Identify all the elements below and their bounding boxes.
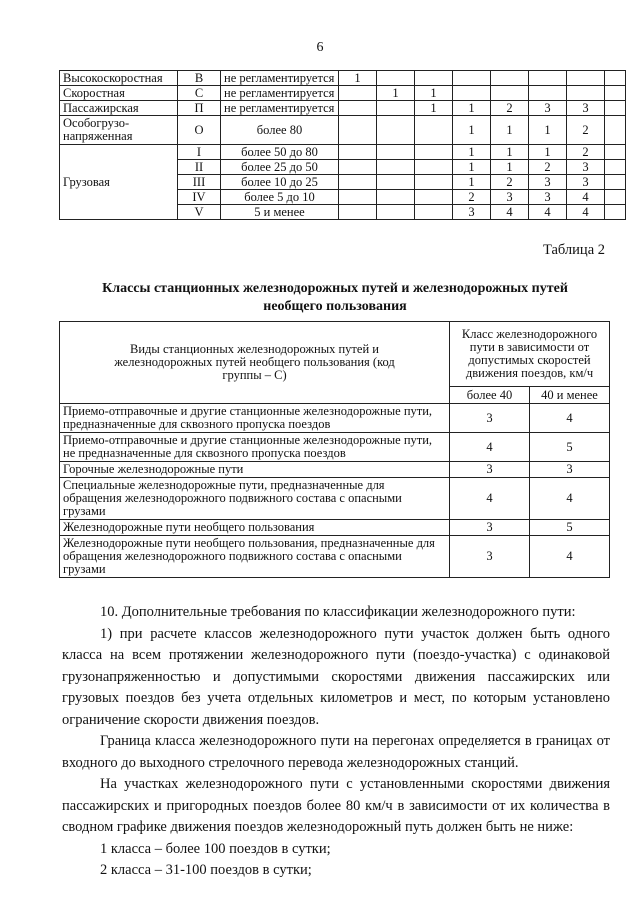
paragraph: На участках железнодорожного пути с установленными скоростями движения пассажирских и пригородных поездов более 80 км/ч в зависимости от их количества в сводном графике движения поездов железнодорожный путь должен быть не ниже: bbox=[62, 776, 610, 835]
cell bbox=[377, 71, 415, 86]
cell: не регламентируется bbox=[221, 71, 339, 86]
cell: 3 bbox=[453, 205, 491, 220]
cell: III bbox=[178, 175, 221, 190]
cell: 3 bbox=[529, 175, 567, 190]
cell: 1 bbox=[453, 175, 491, 190]
cell bbox=[377, 101, 415, 116]
cell bbox=[339, 175, 377, 190]
cell: V bbox=[178, 205, 221, 220]
cell: Высокоскоростная bbox=[60, 71, 178, 86]
cell: 1 bbox=[377, 86, 415, 101]
cell: 1 bbox=[415, 86, 453, 101]
cell: Железнодорожные пути необщего пользования, предназначенные для обращения железнодорожного подвижного состава с опасными грузами bbox=[60, 536, 450, 578]
cell bbox=[605, 175, 626, 190]
cell: более 5 до 10 bbox=[221, 190, 339, 205]
paragraph: 1 класса – более 100 поездов в сутки; bbox=[100, 840, 331, 857]
table-row bbox=[60, 145, 626, 160]
paragraph: 2 класса – 31-100 поездов в сутки; bbox=[100, 862, 312, 878]
cell: более 50 до 80 bbox=[221, 145, 339, 160]
cell bbox=[415, 175, 453, 190]
page-number: 6 bbox=[316, 40, 324, 55]
cell bbox=[415, 190, 453, 205]
cell: 3 bbox=[450, 462, 530, 478]
cell: I bbox=[178, 145, 221, 160]
cell: 2 bbox=[567, 145, 605, 160]
cell: Пассажирская bbox=[60, 101, 178, 116]
cell: 2 bbox=[491, 175, 529, 190]
cell: 1 bbox=[339, 71, 377, 86]
track-class-table bbox=[59, 70, 626, 220]
cell: 1 bbox=[453, 145, 491, 160]
cell: 3 bbox=[567, 160, 605, 175]
cell bbox=[491, 86, 529, 101]
cell: П bbox=[178, 101, 221, 116]
cell bbox=[605, 71, 626, 86]
cell bbox=[415, 205, 453, 220]
cell bbox=[377, 160, 415, 175]
table-header-row bbox=[60, 322, 610, 387]
cell bbox=[605, 86, 626, 101]
cell bbox=[415, 160, 453, 175]
cell: 4 bbox=[450, 478, 530, 520]
cell: 1 bbox=[491, 160, 529, 175]
table-row bbox=[60, 86, 626, 101]
cell: 1 bbox=[453, 116, 491, 145]
body-text bbox=[62, 602, 610, 882]
cell: 3 bbox=[530, 462, 610, 478]
cell bbox=[605, 190, 626, 205]
station-track-class-table bbox=[59, 321, 610, 578]
cell: 4 bbox=[530, 478, 610, 520]
cell: 4 bbox=[530, 404, 610, 433]
cell: 4 bbox=[530, 536, 610, 578]
cell: более 25 до 50 bbox=[221, 160, 339, 175]
cell: Скоростная bbox=[60, 86, 178, 101]
cell: 3 bbox=[529, 101, 567, 116]
cell bbox=[377, 190, 415, 205]
cell: Специальные железнодорожные пути, предназначенные для обращения железнодорожного подвижного состава с опасными грузами bbox=[60, 478, 450, 520]
cell: II bbox=[178, 160, 221, 175]
cell bbox=[339, 160, 377, 175]
cell: 2 bbox=[491, 101, 529, 116]
cell bbox=[339, 101, 377, 116]
section-title bbox=[60, 280, 610, 316]
cell: 3 bbox=[567, 101, 605, 116]
column-header: Виды станционных железнодорожных путей и железнодорожных путей необщего пользования (код группы – С) bbox=[60, 322, 450, 404]
table-row bbox=[60, 71, 626, 86]
cell: Особогрузо-напряженная bbox=[60, 116, 178, 145]
cell: Приемо-отправочные и другие станционные железнодорожные пути, не предназначенные для сквозного пропуска поездов bbox=[60, 433, 450, 462]
cell: 4 bbox=[450, 433, 530, 462]
cell bbox=[377, 175, 415, 190]
cell bbox=[415, 71, 453, 86]
cell: 5 bbox=[530, 433, 610, 462]
cell: 1 bbox=[453, 160, 491, 175]
cell bbox=[605, 101, 626, 116]
column-header: более 40 bbox=[450, 387, 530, 404]
cell bbox=[453, 71, 491, 86]
cell: 3 bbox=[567, 175, 605, 190]
cell bbox=[415, 145, 453, 160]
cell: IV bbox=[178, 190, 221, 205]
cell: не регламентируется bbox=[221, 101, 339, 116]
cell bbox=[605, 205, 626, 220]
cell bbox=[529, 71, 567, 86]
cell: более 80 bbox=[221, 116, 339, 145]
cell: Грузовая bbox=[60, 145, 178, 220]
table-row bbox=[60, 101, 626, 116]
cell: 2 bbox=[529, 160, 567, 175]
cell: 3 bbox=[529, 190, 567, 205]
cell: 3 bbox=[491, 190, 529, 205]
cell bbox=[339, 116, 377, 145]
cell bbox=[377, 116, 415, 145]
cell bbox=[605, 145, 626, 160]
column-header: 40 и менее bbox=[530, 387, 610, 404]
cell: 4 bbox=[567, 205, 605, 220]
cell bbox=[453, 86, 491, 101]
table-label: Таблица 2 bbox=[542, 242, 605, 258]
cell bbox=[605, 116, 626, 145]
cell bbox=[339, 205, 377, 220]
cell bbox=[529, 86, 567, 101]
cell: 1 bbox=[415, 101, 453, 116]
cell: 3 bbox=[450, 404, 530, 433]
table-row bbox=[60, 404, 610, 433]
table-row bbox=[60, 520, 610, 536]
cell bbox=[605, 160, 626, 175]
cell: 3 bbox=[450, 520, 530, 536]
cell: более 10 до 25 bbox=[221, 175, 339, 190]
table-row bbox=[60, 536, 610, 578]
table-row bbox=[60, 433, 610, 462]
cell: 1 bbox=[491, 116, 529, 145]
cell: 2 bbox=[453, 190, 491, 205]
cell: 3 bbox=[450, 536, 530, 578]
cell bbox=[339, 145, 377, 160]
cell bbox=[567, 71, 605, 86]
cell bbox=[339, 86, 377, 101]
paragraph: Граница класса железнодорожного пути на перегонах определяется в границах от входного до выходного стрелочного перевода железнодорожных станций. bbox=[62, 733, 610, 771]
cell bbox=[377, 205, 415, 220]
cell: 1 bbox=[453, 101, 491, 116]
cell: 2 bbox=[567, 116, 605, 145]
cell: С bbox=[178, 86, 221, 101]
cell: 1 bbox=[491, 145, 529, 160]
cell: 4 bbox=[567, 190, 605, 205]
cell: О bbox=[178, 116, 221, 145]
cell: Железнодорожные пути необщего пользования bbox=[60, 520, 450, 536]
cell bbox=[339, 190, 377, 205]
cell bbox=[491, 71, 529, 86]
cell: В bbox=[178, 71, 221, 86]
table-row bbox=[60, 478, 610, 520]
cell: Горочные железнодорожные пути bbox=[60, 462, 450, 478]
cell: 5 и менее bbox=[221, 205, 339, 220]
title-line: Классы станционных железнодорожных путей и железнодорожных путей bbox=[102, 281, 568, 296]
cell: 1 bbox=[529, 116, 567, 145]
cell: 4 bbox=[491, 205, 529, 220]
column-header: Класс железнодорожного пути в зависимости от допустимых скоростей движения поездов, км/ч bbox=[450, 322, 610, 387]
table-row bbox=[60, 116, 626, 145]
title-line: необщего пользования bbox=[263, 299, 407, 314]
cell: 5 bbox=[530, 520, 610, 536]
cell: 1 bbox=[529, 145, 567, 160]
cell bbox=[415, 116, 453, 145]
cell bbox=[377, 145, 415, 160]
cell: Приемо-отправочные и другие станционные железнодорожные пути, предназначенные для сквозного пропуска поездов bbox=[60, 404, 450, 433]
paragraph: 10. Дополнительные требования по классификации железнодорожного пути: bbox=[100, 604, 576, 620]
cell: 4 bbox=[529, 205, 567, 220]
paragraph: 1) при расчете классов железнодорожного пути участок должен быть одного класса на всем протяжении железнодорожного пути (поездо-участка) с одинаковой грузонапряженностью и допустимыми скоростями движения пассажирских или грузовых поездов без учета отдельных километров и мест, по которым установлено ограничение скорости движения поездов. bbox=[62, 625, 610, 728]
cell bbox=[567, 86, 605, 101]
table-row bbox=[60, 462, 610, 478]
cell: не регламентируется bbox=[221, 86, 339, 101]
